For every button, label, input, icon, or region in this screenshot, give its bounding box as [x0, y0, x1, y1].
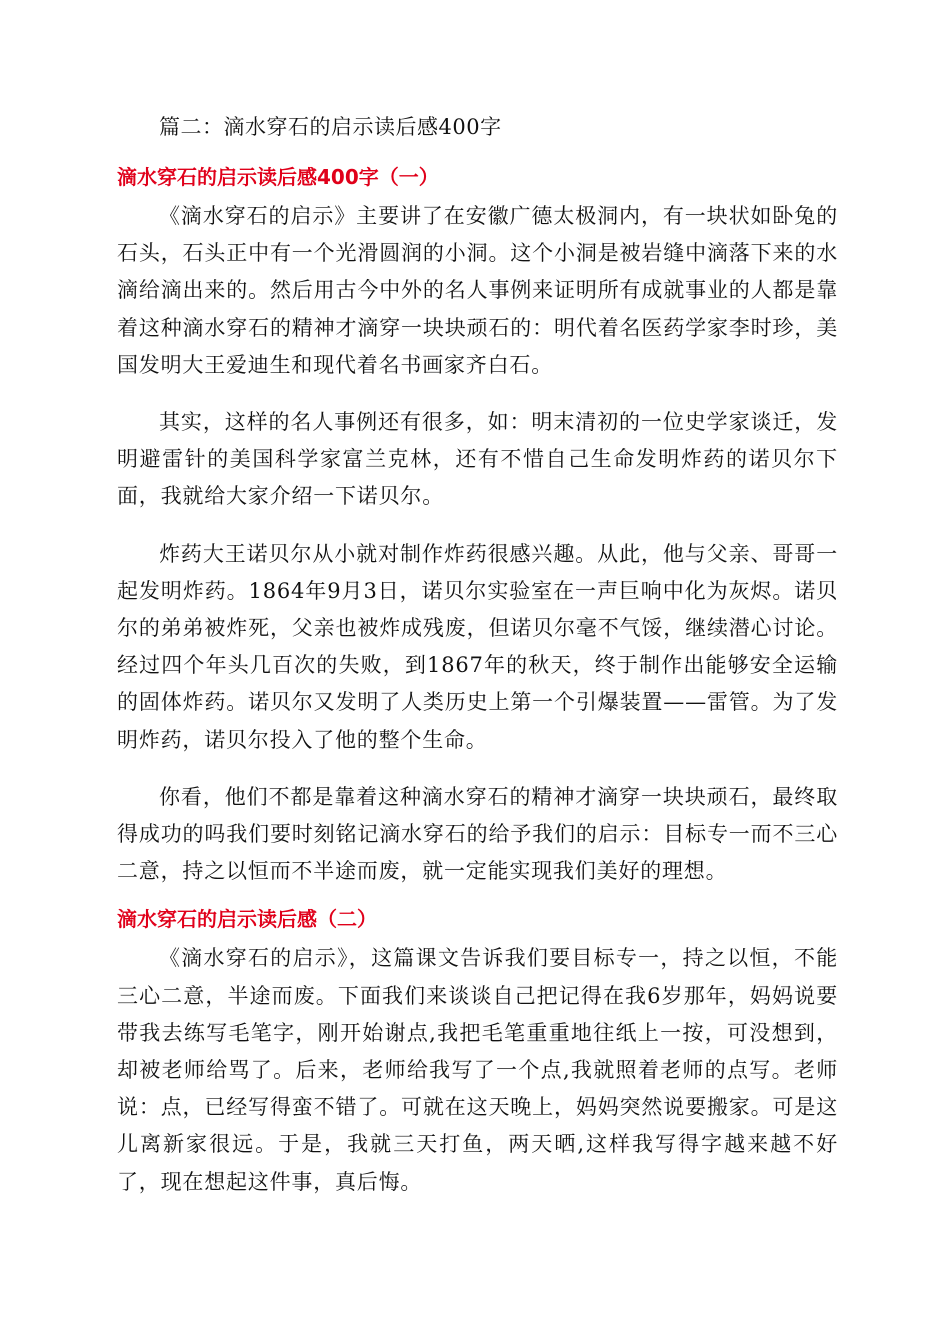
document-subtitle: 篇二：滴水穿石的启示读后感400字	[159, 115, 502, 139]
section-1-paragraph-2: 其实，这样的名人事例还有很多，如：明末清初的一位史学家谈迁，发明避雷针的美国科学家富兰克林，还有不惜自己生命发明炸药的诺贝尔下面，我就给大家介绍一下诺贝尔。	[117, 410, 838, 509]
section-2-paragraph-1: 《滴水穿石的启示》，这篇课文告诉我们要目标专一，持之以恒，不能三心二意，半途而废。下面我们来谈谈自己把记得在我6岁那年，妈妈说要带我去练写毛笔字，刚开始谢点,我把毛笔重重地往纸上一按，可没想到，却被老师给骂了。后来，老师给我写了一个点,我就照着老师的点写。老师说：点，已经写得蛮不错了。可就在这天晚上，妈妈突然说要搬家。可是这儿离新家很远。于是，我就三天打鱼，两天晒,这样我写得字越来越不好了，现在想起这件事，真后悔。	[117, 946, 838, 1194]
section-heading-1: 滴水穿石的启示读后感400字（一）	[117, 165, 439, 189]
section-1-paragraph-1: 《滴水穿石的启示》主要讲了在安徽广德太极洞内，有一块状如卧兔的石头，石头正中有一个光滑圆润的小洞。这个小洞是被岩缝中滴落下来的水滴给滴出来的。然后用古今中外的名人事例来证明所有成就事业的人都是靠着这种滴水穿石的精神才滴穿一块块顽石的：明代着名医药学家李时珍，美国发明大王爱迪生和现代着名书画家齐白石。	[117, 204, 838, 377]
section-1-paragraph-4: 你看，他们不都是靠着这种滴水穿石的精神才滴穿一块块顽石，最终取得成功的吗我们要时刻铭记滴水穿石的给予我们的启示：目标专一而不三心二意，持之以恒而不半途而废，就一定能实现我们美好的理想。	[117, 784, 838, 884]
section-1-paragraph-3: 炸药大王诺贝尔从小就对制作炸药很感兴趣。从此，他与父亲、哥哥一起发明炸药。1864年9月3日，诺贝尔实验室在一声巨响中化为灰烬。诺贝尔的弟弟被炸死，父亲也被炸成残废，但诺贝尔毫不气馁，继续潜心讨论。经过四个年头几百次的失败，到1867年的秋天，终于制作出能够安全运输的固体炸药。诺贝尔又发明了人类历史上第一个引爆装置——雷管。为了发明炸药，诺贝尔投入了他的整个生命。	[117, 541, 838, 752]
section-heading-2: 滴水穿石的启示读后感（二）	[117, 907, 377, 932]
